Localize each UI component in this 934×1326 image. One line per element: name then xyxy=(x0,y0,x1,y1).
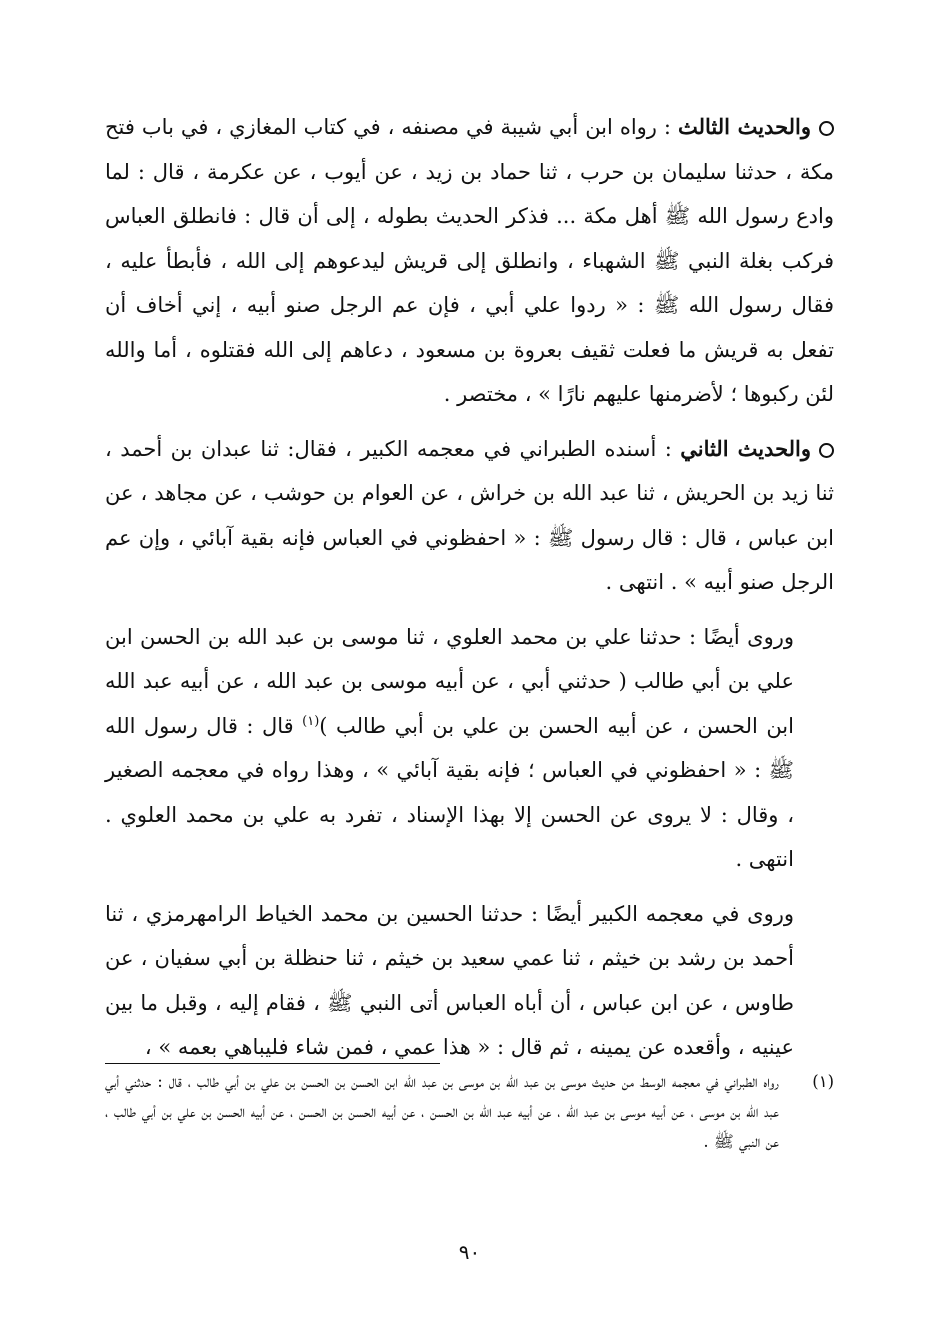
paragraph-third-hadith xyxy=(105,105,834,417)
paragraph-text: وروى في معجمه الكبير أيضًا : حدثنا الحسين بن محمد الخياط الرامهرمزي ، ثنا أحمد بن رشد بن خيثم ، ثنا عمي سعيد بن خيثم ، ثنا حنظلة بن أبي سفيان ، عن طاوس ، عن ابن عباس ، أن أباه العباس أتى النبي ﷺ ، فقام إليه ، وقبل ما بين عينيه ، وأقعده عن يمينه ، ثم قال : « هذا عمي ، فمن شاء فليباهي بعمه » ، xyxy=(105,901,794,1059)
paragraph-also-narrated xyxy=(105,615,834,882)
paragraph-kabir-narration xyxy=(105,892,834,1070)
page-content xyxy=(105,105,834,1326)
circle-bullet-icon xyxy=(819,121,834,136)
footnote xyxy=(105,1067,834,1157)
footnote-text: رواه الطبراني في معجمه الوسط من حديث موسى بن عبد الله بن موسى بن عبد الله ابن الحسن بن الحسن بن علي بن أبي طالب ، قال : حدثني أبي عبد الله بن موسى ، عن أبيه موسى بن عبد الله ، عن أبيه عبد الله بن الحسن ، عن أبيه الحسن بن الحسن ، عن أبيه الحسن بن علي بن أبي طالب ، عن النبي ﷺ . xyxy=(105,1072,779,1151)
footnote-divider xyxy=(105,1063,440,1064)
paragraph-text: : رواه ابن أبي شيبة في مصنفه ، في كتاب المغازي ، في باب فتح مكة ، حدثنا سليمان بن حرب ، ثنا حماد بن زيد ، عن أيوب ، عن عكرمة ، قال : لما وادع رسول الله ﷺ أهل مكة ... فذكر الحديث بطوله ، إلى أن قال : فانطلق العباس فركب بغلة النبي ﷺ الشهباء ، وانطلق إلى قريش ليدعوهم إلى الله ، فأبطأ عليه ، فقال رسول الله ﷺ : « ردوا علي أبي ، فإن عم الرجل صنو أبيه ، إني أخاف أن تفعل به قريش ما فعلت ثقيف بعروة بن مسعود ، دعاهم إلى الله فقتلوه ، أما والله لئن ركبوها ؛ لأضرمنها عليهم نارًا » ، مختصر . xyxy=(105,115,834,406)
paragraph-lead: والحديث الثالث xyxy=(677,114,811,139)
circle-bullet-icon xyxy=(819,443,834,458)
paragraph-second-hadith xyxy=(105,427,834,605)
footnote-number: (١) xyxy=(812,1072,834,1091)
paragraph-text: قال : قال رسول الله ﷺ : « احفظوني في العباس ؛ فإنه بقية آبائي » ، وهذا رواه في معجمه الصغير ، وقال : لا يروى عن الحسن إلا بهذا الإسناد ، تفرد به علي بن محمد العلوي . انتهى . xyxy=(105,713,794,871)
paragraph-text: وروى أيضًا : حدثنا علي بن محمد العلوي ، ثنا موسى بن عبد الله بن الحسن ابن علي بن أبي طالب ( حدثني أبي ، عن أبيه موسى بن عبد الله ، عن أبيه عبد الله ابن الحسن ، عن أبيه الحسن بن علي بن أبي طالب ) xyxy=(105,624,794,738)
paragraph-text: : أسنده الطبراني في معجمه الكبير ، فقال: ثنا عبدان بن أحمد ، ثنا زيد بن الحريش ، ثنا عبد الله بن خراش ، عن العوام بن حوشب ، عن مجاهد ، عن ابن عباس ، قال : قال رسول ﷺ : « احفظوني في العباس فإنه بقية آبائي ، وإن عم الرجل صنو أبيه » . انتهى . xyxy=(105,436,834,594)
page-number: ٩٠ xyxy=(458,1240,481,1264)
paragraph-lead: والحديث الثاني xyxy=(680,435,811,461)
footnote-reference[interactable]: (١) xyxy=(302,713,320,729)
